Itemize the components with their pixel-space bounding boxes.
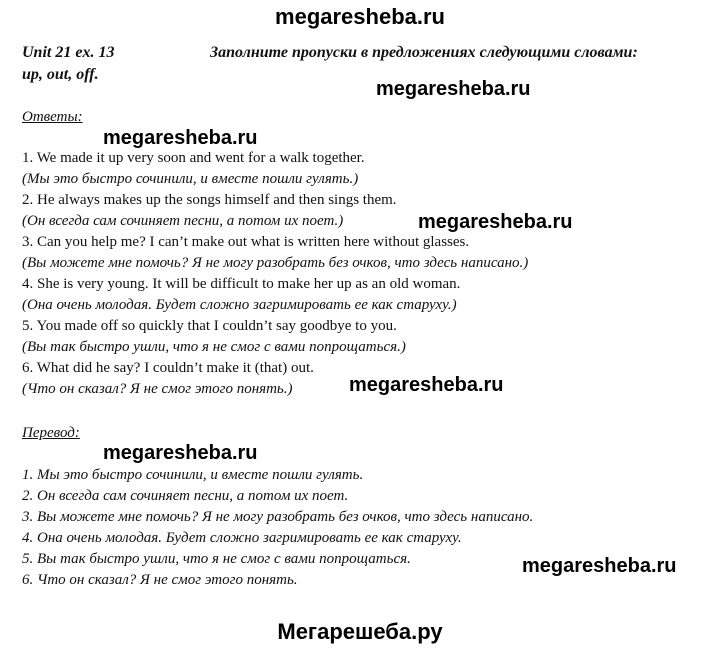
answer-en: 5. You made off so quickly that I couldn’t say goodbye to you.	[22, 318, 397, 334]
watermark: megaresheba.ru	[522, 555, 677, 577]
translation-line: 5. Вы так быстро ушли, что я не смог с вами попрощаться.	[22, 551, 411, 567]
watermark: megaresheba.ru	[418, 211, 573, 233]
answer-en: 6. What did he say? I couldn’t make it (that) out.	[22, 360, 314, 376]
footer-watermark: Мегарешеба.ру	[277, 619, 443, 644]
answer-ru: (Он всегда сам сочиняет песни, а потом их поет.)	[22, 213, 344, 229]
watermark: megaresheba.ru	[103, 127, 258, 149]
answers-heading: Ответы:	[22, 109, 83, 125]
watermark: megaresheba.ru	[376, 78, 531, 100]
answer-en: 3. Can you help me? I can’t make out what is written here without glasses.	[22, 234, 470, 250]
answer-ru: (Она очень молодая. Будет сложно загримировать ее как старуху.)	[22, 297, 457, 313]
translation-line: 2. Он всегда сам сочиняет песни, а потом их поет.	[22, 488, 349, 504]
watermark: megaresheba.ru	[103, 442, 258, 464]
translation-line: 1. Мы это быстро сочинили, и вместе пошли гулять.	[22, 467, 364, 483]
unit-title: Unit 21 ex. 13	[22, 44, 115, 61]
answer-ru: (Что он сказал? Я не смог этого понять.)	[22, 381, 293, 397]
answer-en: 1. We made it up very soon and went for a walk together.	[22, 150, 365, 166]
watermark: megaresheba.ru	[349, 374, 504, 396]
answer-en: 2. He always makes up the songs himself and then sings them.	[22, 192, 397, 208]
answer-ru: (Вы так быстро ушли, что я не смог с вами попрощаться.)	[22, 339, 406, 355]
translation-line: 3. Вы можете мне помочь? Я не могу разобрать без очков, что здесь написано.	[22, 509, 534, 525]
translation-line: 6. Что он сказал? Я не смог этого понять.	[22, 572, 298, 588]
header-watermark: megaresheba.ru	[275, 4, 445, 29]
task-instruction: Заполните пропуски в предложениях следующими словами:	[210, 44, 638, 61]
translation-line: 4. Она очень молодая. Будет сложно загримировать ее как старуху.	[22, 530, 462, 546]
unit-words: up, out, off.	[22, 66, 99, 83]
answer-ru: (Мы это быстро сочинили, и вместе пошли гулять.)	[22, 171, 359, 187]
translation-heading: Перевод:	[22, 425, 80, 441]
answer-ru: (Вы можете мне помочь? Я не могу разобрать без очков, что здесь написано.)	[22, 255, 529, 271]
answer-en: 4. She is very young. It will be difficult to make her up as an old woman.	[22, 276, 461, 292]
